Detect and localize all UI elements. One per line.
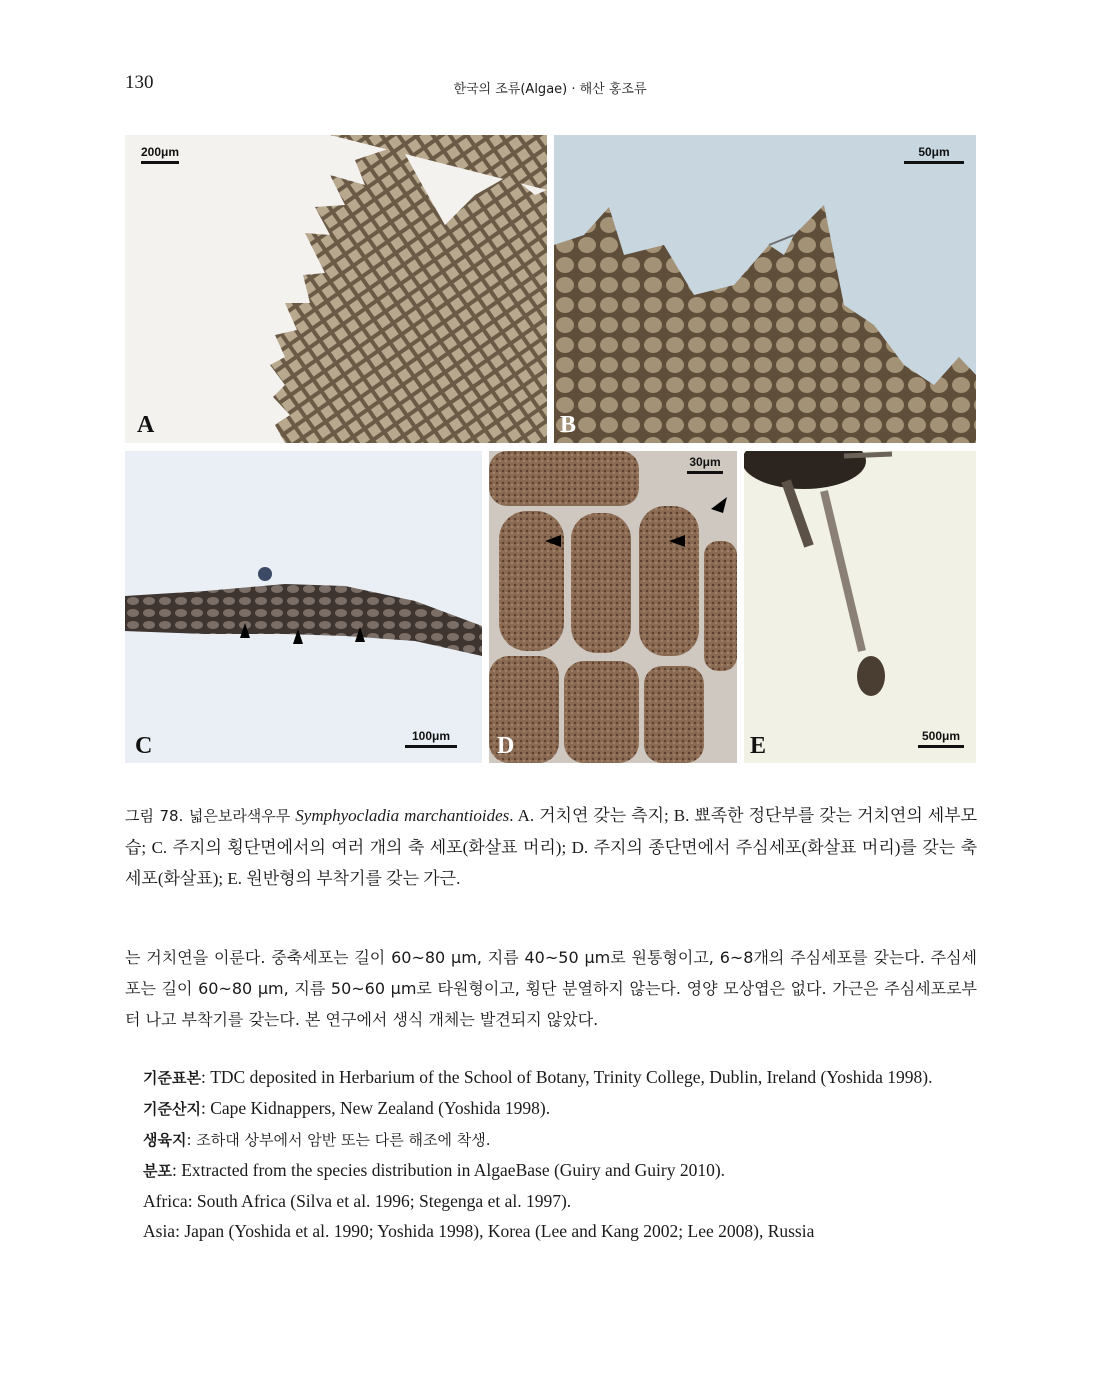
figure-panel-a: [125, 135, 547, 443]
type-specimen: [125, 1062, 977, 1093]
distribution-text: : Extracted from the species distribution in AlgaeBase (Guiry and Guiry 2010).: [171, 1160, 726, 1180]
figure-panel-e: [744, 451, 976, 763]
type-specimen-label: 기준표본: [143, 1069, 201, 1087]
micrograph-e: [744, 451, 976, 763]
panel-label-c: C: [135, 733, 153, 759]
caption-label: 그림 78. 넓은보라색우무: [125, 807, 291, 825]
figure-panel-b: [554, 135, 976, 443]
panel-label-a: A: [137, 412, 155, 438]
habitat: [125, 1124, 977, 1155]
scale-bar-a: 200μm: [141, 145, 179, 164]
habitat-label: 생육지: [143, 1131, 187, 1149]
figure-panel-c: [125, 451, 482, 763]
caption-text: . A. 거치연 갖는 측지; B. 뾰족한 정단부를 갖는 거치연의 세부모습; C. 주지의 횡단면에서의 여러 개의 축 세포(화살표 머리); D. 주지의 종단면에서 주심세포(화살표 머리)를 갖는 축 세포(화살표); E. 원반형의 부착기를 갖는 가근.: [125, 806, 978, 888]
micrograph-b: [554, 135, 976, 443]
running-title: 한국의 조류(Algae) · 해산 홍조류: [453, 82, 647, 97]
distribution: [125, 1155, 977, 1186]
scale-bar-c: 100μm: [405, 729, 457, 748]
type-locality: [125, 1093, 977, 1124]
figure-panel-d: [489, 451, 737, 763]
micrograph-d: [489, 451, 737, 763]
panel-label-e: E: [750, 733, 767, 759]
distribution-africa: Africa: South Africa (Silva et al. 1996; Stegenga et al. 1997).: [143, 1191, 572, 1211]
type-locality-text: : Cape Kidnappers, New Zealand (Yoshida 1998).: [200, 1098, 551, 1118]
species-records: [125, 1062, 977, 1246]
micrograph-c: [125, 451, 482, 763]
distribution-label: 분포: [143, 1162, 172, 1180]
micrograph-a: [125, 135, 547, 443]
page-number: 130: [125, 72, 154, 93]
caption-species: Symphyocladia marchantioides: [295, 806, 510, 825]
type-specimen-text: : TDC deposited in Herbarium of the School of Botany, Trinity College, Dublin, Ireland (Yoshida 1998).: [200, 1067, 933, 1087]
body-paragraph: 는 거치연을 이룬다. 중축세포는 길이 60~80 μm, 지름 40~50 μm로 원통형이고, 6~8개의 주심세포를 갖는다. 주심세포는 길이 60~80 μm, 지름 50~60 μm로 타원형이고, 횡단 분열하지 않는다. 영양 모상엽은 없다. 가근은 주심세포로부터 나고 부착기를 갖는다. 본 연구에서 생식 개체는 발견되지 않았다.: [125, 948, 977, 1029]
panel-label-d: D: [497, 733, 515, 759]
type-locality-label: 기준산지: [143, 1100, 201, 1118]
figure-caption: [125, 800, 977, 894]
scale-bar-b: 50μm: [904, 145, 964, 164]
habitat-text: : 조하대 상부에서 암반 또는 다른 해조에 착생.: [186, 1131, 491, 1149]
panel-label-b: B: [560, 412, 577, 438]
scale-bar-e: 500μm: [918, 729, 964, 748]
scale-bar-d: 30μm: [687, 455, 723, 474]
distribution-asia: Asia: Japan (Yoshida et al. 1990; Yoshida 1998), Korea (Lee and Kang 2002; Lee 2008), Russia: [143, 1221, 815, 1241]
